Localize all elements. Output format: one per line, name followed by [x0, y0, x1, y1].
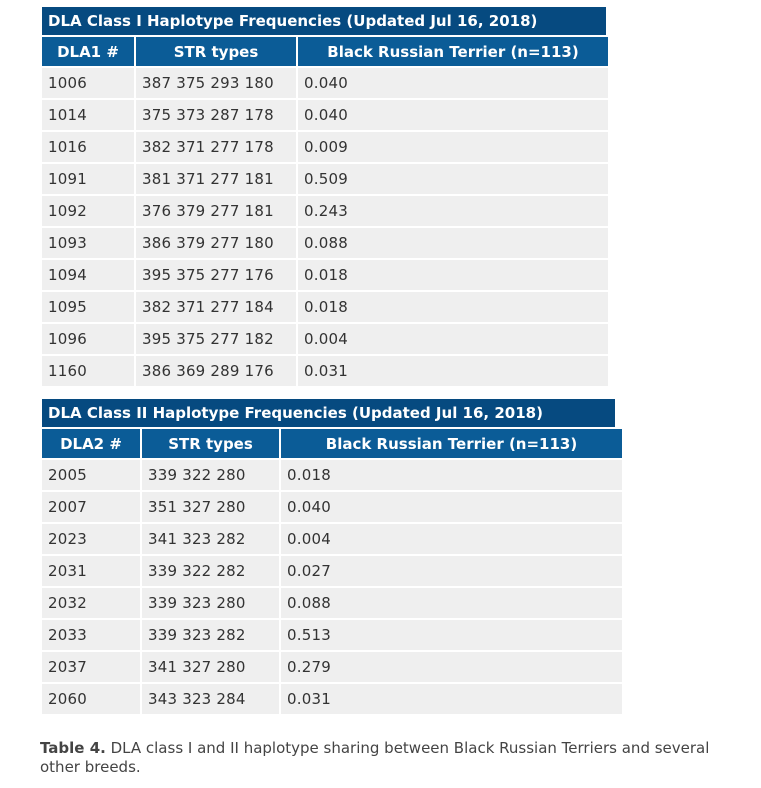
frequency-cell: 0.031	[281, 684, 622, 714]
column-header-str-types: STR types	[142, 429, 279, 458]
dla-number-cell: 2032	[42, 588, 140, 618]
str-types-cell: 351 327 280	[142, 492, 279, 522]
table-row	[42, 260, 608, 290]
table-row	[42, 460, 622, 490]
dla-number-cell: 2037	[42, 652, 140, 682]
frequency-cell: 0.279	[281, 652, 622, 682]
str-types-cell: 387 375 293 180	[136, 68, 296, 98]
dla-number-cell: 2031	[42, 556, 140, 586]
table-row	[42, 292, 608, 322]
table-row	[42, 524, 622, 554]
str-types-cell: 339 322 282	[142, 556, 279, 586]
frequency-cell: 0.040	[298, 68, 608, 98]
str-types-cell: 395 375 277 182	[136, 324, 296, 354]
table-row	[42, 196, 608, 226]
str-types-cell: 376 379 277 181	[136, 196, 296, 226]
dla-number-cell: 2007	[42, 492, 140, 522]
frequency-cell: 0.088	[298, 228, 608, 258]
frequency-cell: 0.018	[281, 460, 622, 490]
table-row	[42, 588, 622, 618]
header-row	[42, 37, 608, 66]
str-types-cell: 382 371 277 178	[136, 132, 296, 162]
frequency-cell: 0.088	[281, 588, 622, 618]
str-types-cell: 341 323 282	[142, 524, 279, 554]
dla-number-cell: 1093	[42, 228, 134, 258]
column-header-str-types: STR types	[136, 37, 296, 66]
frequency-cell: 0.018	[298, 292, 608, 322]
dla-class-2-table	[40, 397, 624, 716]
dla-number-cell: 1092	[42, 196, 134, 226]
str-types-cell: 339 323 280	[142, 588, 279, 618]
table-row	[42, 324, 608, 354]
frequency-cell: 0.509	[298, 164, 608, 194]
dla-number-cell: 1006	[42, 68, 134, 98]
table-title: DLA Class I Haplotype Frequencies (Updated Jul 16, 2018)	[40, 5, 608, 35]
table-row	[42, 620, 622, 650]
column-header-dla-number: DLA2 #	[42, 429, 140, 458]
dla-number-cell: 1096	[42, 324, 134, 354]
table-row	[42, 68, 608, 98]
str-types-cell: 382 371 277 184	[136, 292, 296, 322]
header-row	[42, 429, 622, 458]
dla-number-cell: 2033	[42, 620, 140, 650]
str-types-cell: 343 323 284	[142, 684, 279, 714]
dla-class-1-table	[40, 5, 610, 388]
caption-label: Table 4.	[40, 739, 106, 757]
frequency-cell: 0.031	[298, 356, 608, 386]
frequency-cell: 0.018	[298, 260, 608, 290]
frequency-cell: 0.004	[298, 324, 608, 354]
column-header-frequency: Black Russian Terrier (n=113)	[298, 37, 608, 66]
table-row	[42, 684, 622, 714]
table-row	[42, 132, 608, 162]
figure-caption	[40, 739, 740, 777]
dla-number-cell: 1016	[42, 132, 134, 162]
dla-number-cell: 2023	[42, 524, 140, 554]
caption-body: DLA class I and II haplotype sharing between Black Russian Terriers and several other breeds.	[40, 739, 710, 776]
dla-number-cell: 1014	[42, 100, 134, 130]
table-row	[42, 492, 622, 522]
str-types-cell: 386 379 277 180	[136, 228, 296, 258]
table-row	[42, 164, 608, 194]
dla-number-cell: 2005	[42, 460, 140, 490]
column-header-frequency: Black Russian Terrier (n=113)	[281, 429, 622, 458]
table-title: DLA Class II Haplotype Frequencies (Updated Jul 16, 2018)	[40, 397, 617, 427]
frequency-cell: 0.004	[281, 524, 622, 554]
table-row	[42, 356, 608, 386]
str-types-cell: 339 322 280	[142, 460, 279, 490]
dla-number-cell: 1091	[42, 164, 134, 194]
frequency-cell: 0.009	[298, 132, 608, 162]
table-row	[42, 100, 608, 130]
column-header-dla-number: DLA1 #	[42, 37, 134, 66]
frequency-cell: 0.513	[281, 620, 622, 650]
table-row	[42, 652, 622, 682]
str-types-cell: 386 369 289 176	[136, 356, 296, 386]
frequency-cell: 0.027	[281, 556, 622, 586]
dla-number-cell: 2060	[42, 684, 140, 714]
dla-number-cell: 1160	[42, 356, 134, 386]
str-types-cell: 341 327 280	[142, 652, 279, 682]
table-row	[42, 228, 608, 258]
dla-number-cell: 1095	[42, 292, 134, 322]
dla-number-cell: 1094	[42, 260, 134, 290]
str-types-cell: 339 323 282	[142, 620, 279, 650]
str-types-cell: 375 373 287 178	[136, 100, 296, 130]
frequency-cell: 0.040	[298, 100, 608, 130]
str-types-cell: 395 375 277 176	[136, 260, 296, 290]
frequency-cell: 0.040	[281, 492, 622, 522]
table-row	[42, 556, 622, 586]
frequency-cell: 0.243	[298, 196, 608, 226]
str-types-cell: 381 371 277 181	[136, 164, 296, 194]
